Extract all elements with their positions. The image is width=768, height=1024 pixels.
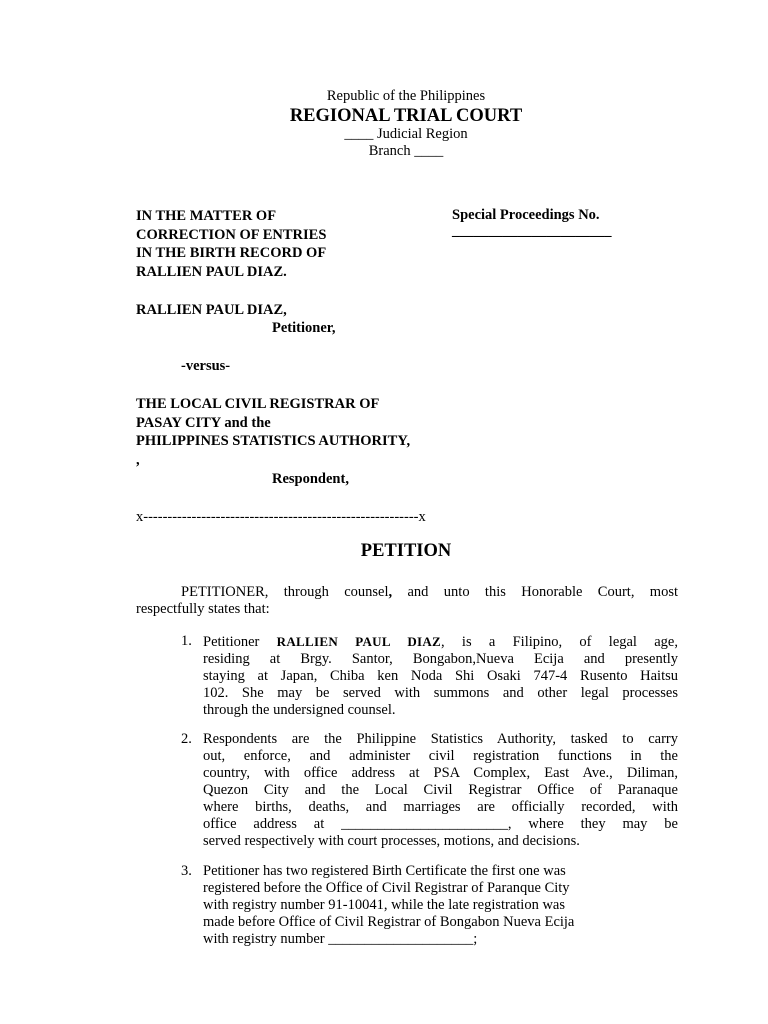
item-number: 1. bbox=[181, 633, 192, 649]
numbered-item bbox=[203, 633, 678, 719]
republic-line: Republic of the Philippines bbox=[326, 88, 486, 104]
item-line: with registry number ____________________; bbox=[203, 931, 478, 947]
numbered-item bbox=[203, 731, 678, 850]
branch-line: Branch ____ bbox=[368, 143, 444, 159]
matter-line: IN THE BIRTH RECORD OF bbox=[136, 245, 327, 261]
intro-text: PETITIONER, through counsel bbox=[181, 584, 389, 600]
item-line: out, enforce, and administer civil registration functions in the bbox=[203, 748, 678, 764]
special-proceedings-label: Special Proceedings No. bbox=[452, 207, 600, 223]
matter-line: IN THE MATTER OF bbox=[136, 208, 277, 224]
intro-line: respectfully states that: bbox=[136, 601, 270, 617]
item-line: Respondents are the Philippine Statistics Authority, tasked to carry bbox=[203, 731, 678, 747]
item-line: through the undersigned counsel. bbox=[203, 702, 396, 718]
judicial-region: ____ Judicial Region bbox=[344, 126, 468, 142]
item-line: registered before the Office of Civil Registrar of Paranque City bbox=[203, 880, 570, 896]
court-name: REGIONAL TRIAL COURT bbox=[289, 106, 523, 126]
document-title: PETITION bbox=[360, 541, 452, 561]
item-text: , is a Filipino, of legal age, bbox=[441, 634, 678, 650]
respondent-line: THE LOCAL CIVIL REGISTRAR OF bbox=[136, 396, 380, 412]
intro-comma: , bbox=[388, 584, 393, 600]
numbered-item bbox=[203, 863, 658, 948]
caption-separator: x---------------------------------------------------------x bbox=[136, 509, 426, 525]
case-matter bbox=[136, 207, 326, 281]
respondent-role: Respondent, bbox=[272, 471, 349, 487]
special-proceedings-blank: ______________________ bbox=[452, 223, 612, 239]
item-line: with registry number 91-10041, while the late registration was bbox=[203, 897, 566, 913]
item-line: served respectively with court processes, motions, and decisions. bbox=[203, 833, 580, 849]
item-line: where births, deaths, and marriages are officially recorded, with bbox=[203, 799, 678, 815]
petitioner-name-inline: RALLIEN PAUL DIAZ bbox=[276, 634, 442, 649]
respondents-block bbox=[136, 395, 410, 469]
item-line: residing at Brgy. Santor, Bongabon,Nueva Ecija and presently bbox=[203, 651, 678, 667]
item-line: Petitioner has two registered Birth Certificate the first one was bbox=[203, 863, 566, 879]
petitioner-role: Petitioner, bbox=[272, 320, 336, 336]
respondent-line: , bbox=[136, 451, 140, 468]
matter-line: CORRECTION OF ENTRIES bbox=[136, 226, 327, 243]
petitioner-name: RALLIEN PAUL DIAZ, bbox=[136, 302, 287, 318]
item-line: 102. She may be served with summons and other legal processes bbox=[203, 685, 678, 701]
matter-line: RALLIEN PAUL DIAZ. bbox=[136, 263, 287, 280]
intro-text-cont: and unto this Honorable Court, most bbox=[392, 584, 679, 600]
item-line: staying at Japan, Chiba ken Noda Shi Osaki 747-4 Rusento Haitsu bbox=[203, 668, 678, 684]
item-line: country, with office address at PSA Complex, East Ave., Diliman, bbox=[203, 765, 678, 781]
item-lead: Petitioner bbox=[203, 634, 277, 650]
item-line: office address at _______________________, where they may be bbox=[203, 816, 678, 832]
item-line: Quezon City and the Local Civil Registrar Office of Paranaque bbox=[203, 782, 678, 798]
versus-label: -versus- bbox=[181, 358, 231, 374]
item-number: 3. bbox=[181, 863, 192, 879]
respondent-line: PHILIPPINES STATISTICS AUTHORITY, bbox=[136, 433, 411, 449]
intro-paragraph bbox=[136, 584, 678, 618]
item-number: 2. bbox=[181, 731, 192, 747]
item-line: made before Office of Civil Registrar of Bongabon Nueva Ecija bbox=[203, 914, 575, 930]
respondent-line: PASAY CITY and the bbox=[136, 414, 271, 431]
